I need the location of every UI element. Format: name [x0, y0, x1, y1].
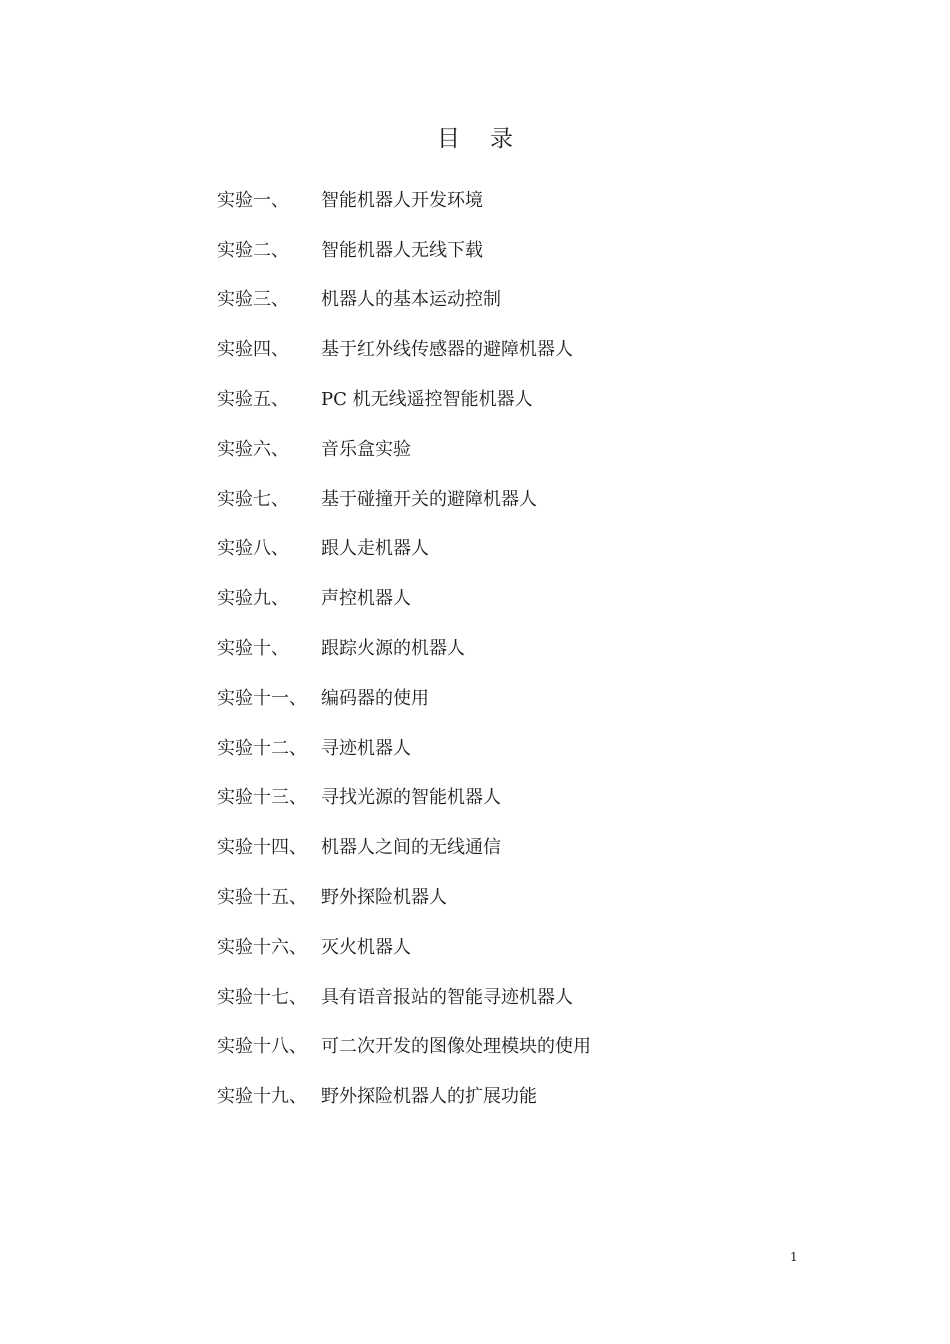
toc-entry-title: 寻迹机器人 — [321, 737, 411, 759]
toc-entry — [217, 971, 591, 1021]
toc-entry-number: 实验十六、 — [217, 936, 307, 958]
toc-entry-title: 跟人走机器人 — [321, 538, 429, 560]
toc-entry — [217, 523, 591, 573]
toc-entry-number: 实验四、 — [217, 339, 289, 361]
toc-entry-title: 编码器的使用 — [321, 687, 429, 709]
toc-entry-title: 声控机器人 — [321, 588, 411, 610]
toc-entry-title: 机器人的基本运动控制 — [321, 289, 501, 311]
toc-entry-number: 实验二、 — [217, 239, 289, 261]
toc-entry-number: 实验三、 — [217, 289, 289, 311]
toc-entry-title: 灭火机器人 — [321, 936, 411, 958]
toc-entry — [217, 373, 591, 423]
toc-entry-title: PC 机无线遥控智能机器人 — [321, 389, 533, 411]
toc-entry-number: 实验十八、 — [217, 1036, 307, 1058]
toc-entry — [217, 423, 591, 473]
toc-entry — [217, 572, 591, 622]
toc-entry — [217, 821, 591, 871]
toc-entry-number: 实验七、 — [217, 488, 289, 510]
toc-entry-title: 具有语音报站的智能寻迹机器人 — [321, 986, 573, 1008]
toc-entry-title: 寻找光源的智能机器人 — [321, 787, 501, 809]
toc-entry — [217, 722, 591, 772]
toc-entry-number: 实验十四、 — [217, 837, 307, 859]
page-title-part-1: 目 — [437, 126, 460, 152]
toc-entry-number: 实验十五、 — [217, 887, 307, 909]
toc-entry-number: 实验十、 — [217, 638, 289, 660]
toc-entry-title: 音乐盒实验 — [321, 438, 411, 460]
table-of-contents — [217, 174, 591, 1120]
toc-entry-title: 跟踪火源的机器人 — [321, 638, 465, 660]
toc-entry — [217, 672, 591, 722]
toc-entry-title: 智能机器人无线下载 — [321, 239, 483, 261]
toc-entry-title: 可二次开发的图像处理模块的使用 — [321, 1036, 591, 1058]
page-title — [0, 122, 950, 156]
toc-entry-number: 实验十七、 — [217, 986, 307, 1008]
toc-entry-number: 实验五、 — [217, 389, 289, 411]
toc-entry-number: 实验一、 — [217, 189, 289, 211]
toc-entry-number: 实验八、 — [217, 538, 289, 560]
toc-entry-title: 野外探险机器人 — [321, 887, 447, 909]
toc-entry-number: 实验十三、 — [217, 787, 307, 809]
toc-entry-title: 基于红外线传感器的避障机器人 — [321, 339, 573, 361]
toc-entry-number: 实验九、 — [217, 588, 289, 610]
toc-entry-title: 野外探险机器人的扩展功能 — [321, 1086, 537, 1108]
toc-entry-title: 基于碰撞开关的避障机器人 — [321, 488, 537, 510]
toc-entry-number: 实验十九、 — [217, 1086, 307, 1108]
toc-entry — [217, 174, 591, 224]
page-title-part-2: 录 — [490, 126, 513, 152]
toc-entry — [217, 921, 591, 971]
toc-entry-title: 机器人之间的无线通信 — [321, 837, 501, 859]
toc-entry — [217, 274, 591, 324]
toc-entry — [217, 1070, 591, 1120]
toc-entry — [217, 871, 591, 921]
page-number: 1 — [790, 1250, 798, 1264]
toc-entry — [217, 323, 591, 373]
toc-entry — [217, 1021, 591, 1071]
toc-entry — [217, 224, 591, 274]
toc-entry-title: 智能机器人开发环境 — [321, 189, 483, 211]
toc-entry-number: 实验十二、 — [217, 737, 307, 759]
toc-entry — [217, 772, 591, 822]
toc-entry-number: 实验十一、 — [217, 687, 307, 709]
toc-entry — [217, 473, 591, 523]
toc-entry-number: 实验六、 — [217, 438, 289, 460]
toc-entry — [217, 622, 591, 672]
